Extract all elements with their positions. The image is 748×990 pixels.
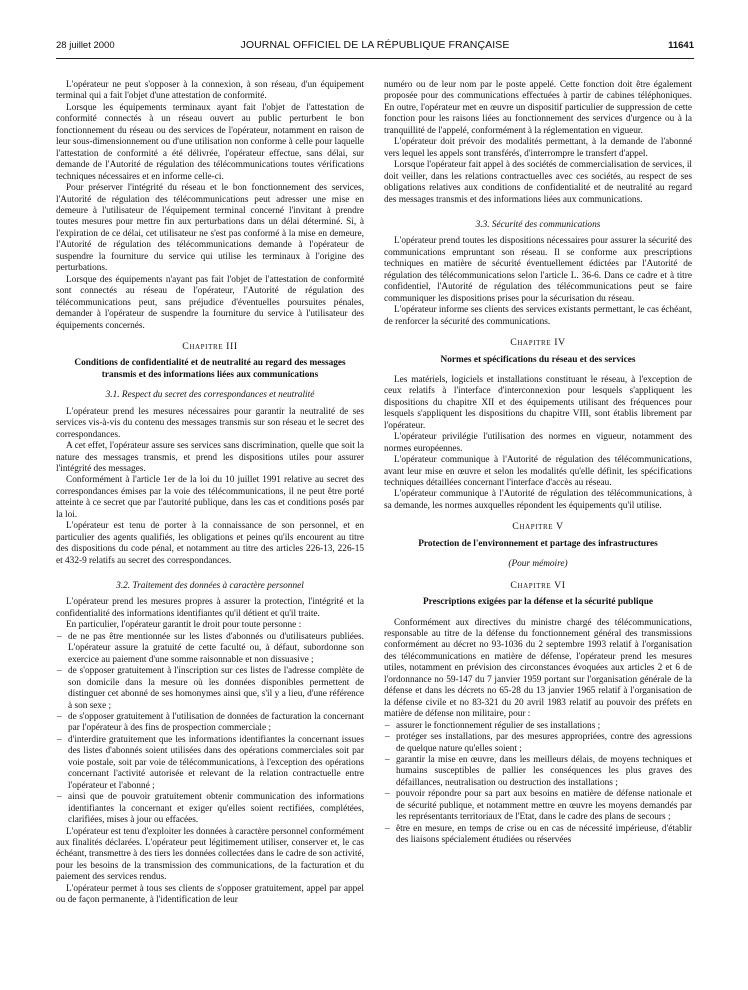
paragraph: Lorsque l'opérateur fait appel à des sociétés de commercialisation de services, il doit veiller, dans les relations contractuelles avec ces sociétés, au respect de ses obligations relatives aux conditions de confidentialité et de neutralité au regard des messages transmis et des informations liées aux communications. <box>384 160 692 205</box>
paragraph: L'opérateur communique à l'Autorité de régulation des télécommunications, à sa demande, les normes auxquelles répondent les équipements qu'il utilise. <box>384 489 692 511</box>
list-item: – de s'opposer gratuitement à l'utilisation de données de facturation la concernant par l'opérateur à des fins de prospection commerciale ; <box>56 712 364 735</box>
paragraph: L'opérateur ne peut s'opposer à la connexion, à son réseau, d'un équipement terminal qui a fait l'objet d'une attestation de conformité. <box>56 80 364 102</box>
journal-title: JOURNAL OFFICIEL DE LA RÉPUBLIQUE FRANÇAISE <box>240 39 510 51</box>
paragraph: L'opérateur permet à tous ses clients de s'opposer gratuitement, appel par appel ou de façon permanente, à l'identification de leur <box>56 883 364 906</box>
section-title: 3.3. Sécurité des communications <box>475 219 601 230</box>
chapter-heading: Chapitre III <box>182 340 238 352</box>
rights-list <box>56 632 364 827</box>
paragraph: Pour préserver l'intégrité du réseau et le bon fonctionnement des services, l'Autorité de régulation des télécommunications peut adresser une mise en demeure à l'utilisateur de l'équipement terminal concerné l'invitant à prendre toutes mesures pour mettre fin aux perturbations dans un délai déterminé. Si, à l'expiration de ce délai, cet utilisateur ne s'est pas conformé à la mise en demeure, l'Autorité de régulation des télécommunications demande à l'opérateur de suspendre la fourniture du service qui utilise les terminaux à l'origine des perturbations. <box>56 183 364 274</box>
list-item: – assurer le fonctionnement régulier de ses installations ; <box>384 721 692 732</box>
list-item: – être en mesure, en temps de crise ou en cas de nécessité impérieuse, d'établir des liaisons spécialement étudiées ou réservées <box>384 824 692 847</box>
list-item: – garantir la mise en œuvre, dans les meilleurs délais, de moyens techniques et humains susceptibles de pallier les conséquences les plus graves des défaillances, neutralisation ou destruction des installations ; <box>384 755 692 789</box>
section-title: 3.1. Respect du secret des correspondances et neutralité <box>105 390 315 401</box>
section-title: 3.2. Traitement des données à caractère personnel <box>116 581 304 592</box>
list-item: – pouvoir répondre pour sa part aux besoins en matière de défense nationale et de sécurité publique, et notamment mettre en œuvre les moyens demandés par les représentants territoriaux de l'Etat, dans le cadre des plans de secours ; <box>384 789 692 823</box>
measures-list <box>384 721 692 847</box>
paragraph: L'opérateur prend les mesures nécessaires pour garantir la neutralité de ses services vis-à-vis du contenu des messages transmis sur son réseau et le secret des correspondances. <box>56 406 364 440</box>
paragraph: En particulier, l'opérateur garantit le droit pour toute personne : <box>66 620 302 631</box>
list-item: – de ne pas être mentionnée sur les listes d'abonnés ou d'utilisateurs publiées. L'opérateur assure la gratuité de cette faculté ou, à défaut, subordonne son exercice au paiement d'une somme raisonnable et non dissuasive ; <box>56 632 364 666</box>
list-item: – ainsi que de pouvoir gratuitement obtenir communication des informations identifiantes la concernant et exiger qu'elles soient rectifiées, complétées, clarifiées, mises à jour ou effacées. <box>56 792 364 826</box>
paragraph: Les matériels, logiciels et installations constituant le réseau, à l'exception de ceux relatifs à l'interface d'interconnexion pour lesquels s'appliquent les dispositions du chapitre XII et des équipements utilisant des fréquences pour lesquels s'appliquent les dispositions du chapitre VIII, sont établis librement par l'opérateur. <box>384 374 692 431</box>
paragraph: L'opérateur prend les mesures propres à assurer la protection, l'intégrité et la confidentialité des informations identifiantes qu'il détient et qu'il traite. <box>56 597 364 619</box>
header-rule <box>56 58 694 59</box>
paragraph: L'opérateur est tenu de porter à la connaissance de son personnel, et en particulier des agents qualifiés, les obligations et peines qu'ils encourent au titre des dispositions du code pénal, et notamment au titre des articles 226-13, 226-15 et 432-9 relatifs au secret des correspondances. <box>56 521 364 566</box>
paragraph: Conformément à l'article 1er de la loi du 10 juillet 1991 relative au secret des correspondances émises par la voie des télécommunications, il ne peut être porté atteinte à ce secret que par l'autorité publique, dans les cas et conditions posés par la loi. <box>56 475 364 520</box>
list-item: – de s'opposer gratuitement à l'inscription sur ces listes de l'adresse complète de son domicile dans la mesure où les données disponibles permettent de distinguer cet abonné de ses homonymes ainsi que, s'il y a lieu, d'une référence à son sexe ; <box>56 666 364 712</box>
paragraph: numéro ou de leur nom par le poste appelé. Cette fonction doit être également proposée pour des communications effectuées à partir de cabines téléphoniques. En outre, l'opérateur met en œuvre un dispositif particulier de suppression de cette fonction pour les raisons liées au fonctionnement des services d'urgence ou à la tranquillité de l'appelé, conformément à la réglementation en vigueur. <box>384 80 692 136</box>
chapter-heading: Chapitre V <box>512 521 564 533</box>
memo-note: (Pour mémoire) <box>508 559 568 570</box>
chapter-heading: Chapitre IV <box>510 337 566 349</box>
left-column <box>56 80 364 980</box>
chapter-heading: Chapitre VI <box>510 579 566 591</box>
page-number: 11641 <box>668 40 694 51</box>
paragraph: L'opérateur privilégie l'utilisation des normes en vigueur, notamment des normes européennes. <box>384 432 692 454</box>
paragraph: L'opérateur communique à l'Autorité de régulation des télécommunications, avant leur mise en œuvre et selon les modalités qu'elle définit, les spécifications techniques détaillées concernant l'interface d'accès au réseau. <box>384 455 692 488</box>
chapter-title: Prescriptions exigées par la défense et la sécurité publique <box>423 597 653 608</box>
chapter-title: Conditions de confidentialité et de neutralité au regard des messages transmis et des informations liées aux communications <box>74 358 346 380</box>
list-item: – d'interdire gratuitement que les informations identifiantes la concernant issues des listes d'abonnés soient utilisées dans des opérations commerciales soit par voie postale, soit par voie de télécommunications, à l'exception des opérations concernant l'activité autorisée et relevant de la relation contractuelle entre l'opérateur et l'abonné ; <box>56 735 364 792</box>
page-header <box>56 38 694 54</box>
header-date: 28 juillet 2000 <box>56 40 115 51</box>
chapter-title: Normes et spécifications du réseau et des services <box>440 354 636 365</box>
paragraph: L'opérateur prend toutes les dispositions nécessaires pour assurer la sécurité des communications empruntant son réseau. Il se conforme aux prescriptions techniques en matière de sécurité éventuellement édictées par l'Autorité de régulation des télécommunications selon l'article L. 36-6. Dans ce cadre et à titre confidentiel, l'Autorité de régulation des télécommunications peut se faire communiquer les dispositions prises pour la sécurisation du réseau. <box>384 236 692 304</box>
paragraph: L'opérateur est tenu d'exploiter les données à caractère personnel conformément aux finalités déclarées. L'opérateur peut légitimement utiliser, conserver et, le cas échéant, transmettre à des tiers les données collectées dans le cadre de son activité, pour les besoins de la transmission des communications, de la facturation et du paiement des services rendus. <box>56 826 364 883</box>
list-item: – protéger ses installations, par des mesures appropriées, contre des agressions de quelque nature qu'elles soient ; <box>384 732 692 755</box>
paragraph: Conformément aux directives du ministre chargé des télécommunications, responsable au titre de la défense du fonctionnement général des transmissions conformément au décret no 93-1036 du 2 septembre 1993 relatif à l'organisation des télécommunications en matière de défense, l'opérateur prend les mesures utiles, notamment en prévision des circonstances évoquées aux articles 2 et 6 de l'ordonnance no 59-147 du 7 janvier 1959 portant sur l'organisation générale de la défense et dans les décrets no 65-28 du 13 janvier 1965 relatif à l'organisation de la défense civile et no 83-321 du 20 avril 1983 relatif au pouvoir des préfets en matière de défense non militaire, pour : <box>384 617 692 720</box>
paragraph: Lorsque les équipements terminaux ayant fait l'objet de l'attestation de conformité connectés à un réseau ouvert au public perturbent le bon fonctionnement du réseau ou des services de l'opérateur, notamment en raison de leur sous-dimensionnement ou d'une utilisation non conforme à celle pour laquelle l'attestation de conformité a été délivrée, l'opérateur effectue, sans délai, sur demande de l'Autorité de régulation des télécommunications toutes vérifications techniques nécessaires et en informe celle-ci. <box>56 102 364 182</box>
paragraph: Lorsque des équipements n'ayant pas fait l'objet de l'attestation de conformité sont connectés au réseau de l'opérateur, l'Autorité de régulation des télécommunications peut, sans préjudice d'éventuelles poursuites pénales, demander à l'opérateur de suspendre la fourniture du service à l'utilisateur des équipements concernés. <box>56 274 364 331</box>
paragraph: A cet effet, l'opérateur assure ses services sans discrimination, quelle que soit la nature des messages transmis, et prend les dispositions utiles pour assurer l'intégrité des messages. <box>56 441 364 474</box>
chapter-title: Protection de l'environnement et partage des infrastructures <box>418 538 658 549</box>
right-column <box>384 80 692 980</box>
paragraph: L'opérateur informe ses clients des services existants permettant, le cas échéant, de renforcer la sécurité des communications. <box>384 305 692 327</box>
paragraph: L'opérateur doit prévoir des modalités permettant, à la demande de l'abonné vers lequel les appels sont transférés, d'interrompre le transfert d'appel. <box>384 137 692 159</box>
